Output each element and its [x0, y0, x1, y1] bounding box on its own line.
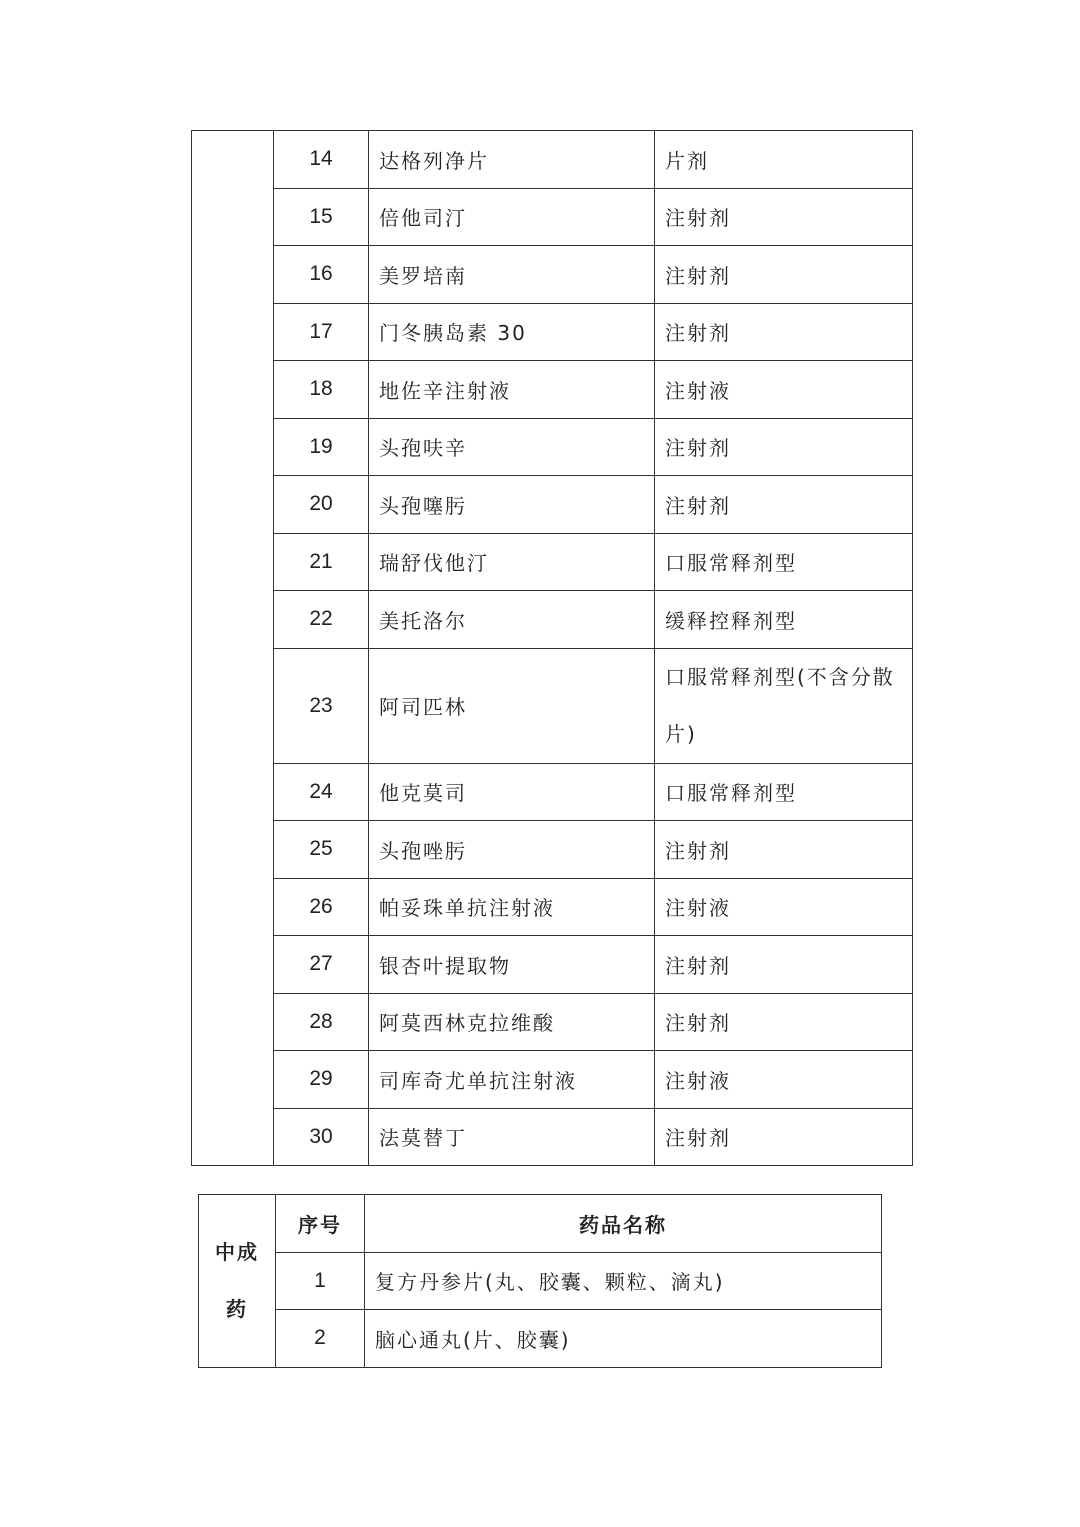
row-number: 27	[274, 936, 369, 994]
table-row	[199, 1252, 882, 1310]
table-row	[192, 476, 913, 534]
dosage-form-line: 片)	[665, 721, 697, 746]
row-number: 20	[274, 476, 369, 534]
chinese-patent-medicine-table	[198, 1194, 882, 1368]
western-drug-table	[191, 130, 913, 1166]
row-number: 26	[274, 878, 369, 936]
drug-name: 地佐辛注射液	[369, 361, 655, 419]
table-row	[199, 1310, 882, 1368]
dosage-form: 注射液	[655, 361, 913, 419]
category-label-line: 中成	[215, 1239, 259, 1264]
drug-name: 头孢唑肟	[369, 821, 655, 879]
row-number: 30	[274, 1108, 369, 1166]
drug-name: 美托洛尔	[369, 591, 655, 649]
row-number: 15	[274, 188, 369, 246]
row-number: 23	[274, 648, 369, 763]
drug-name: 达格列净片	[369, 131, 655, 189]
row-number: 21	[274, 533, 369, 591]
table-row	[192, 533, 913, 591]
drug-name: 银杏叶提取物	[369, 936, 655, 994]
table-row	[192, 821, 913, 879]
dosage-form: 注射剂	[655, 418, 913, 476]
table-row	[192, 418, 913, 476]
category-cell	[192, 131, 274, 1166]
table-row	[192, 131, 913, 189]
row-number: 18	[274, 361, 369, 419]
table-row	[192, 878, 913, 936]
dosage-form: 注射剂	[655, 936, 913, 994]
drug-name: 头孢噻肟	[369, 476, 655, 534]
table-row	[192, 591, 913, 649]
row-number: 2	[276, 1310, 365, 1368]
table-row	[192, 993, 913, 1051]
table-row	[192, 188, 913, 246]
table-row	[192, 1108, 913, 1166]
dosage-form: 注射剂	[655, 821, 913, 879]
row-number: 19	[274, 418, 369, 476]
drug-name: 阿莫西林克拉维酸	[369, 993, 655, 1051]
dosage-form: 注射液	[655, 878, 913, 936]
dosage-form: 注射剂	[655, 246, 913, 304]
drug-name: 阿司匹林	[369, 648, 655, 763]
row-number: 17	[274, 303, 369, 361]
dosage-form: 注射剂	[655, 303, 913, 361]
drug-name: 倍他司汀	[369, 188, 655, 246]
drug-name: 他克莫司	[369, 763, 655, 821]
table-row	[192, 1051, 913, 1109]
drug-name: 头孢呋辛	[369, 418, 655, 476]
table-row	[192, 648, 913, 763]
dosage-form	[655, 648, 913, 763]
row-number: 25	[274, 821, 369, 879]
drug-name: 帕妥珠单抗注射液	[369, 878, 655, 936]
table-header-row	[199, 1195, 882, 1253]
dosage-form: 注射剂	[655, 1108, 913, 1166]
category-cell	[199, 1195, 276, 1368]
drug-name: 复方丹参片(丸、胶囊、颗粒、滴丸)	[365, 1252, 882, 1310]
drug-name: 司库奇尤单抗注射液	[369, 1051, 655, 1109]
table-row	[192, 246, 913, 304]
row-number: 22	[274, 591, 369, 649]
category-label-line: 药	[226, 1296, 248, 1321]
table-row	[192, 763, 913, 821]
drug-name: 脑心通丸(片、胶囊)	[365, 1310, 882, 1368]
table-row	[192, 303, 913, 361]
dosage-form: 注射剂	[655, 188, 913, 246]
dosage-form: 注射液	[655, 1051, 913, 1109]
header-number: 序号	[276, 1195, 365, 1253]
dosage-form: 注射剂	[655, 476, 913, 534]
row-number: 16	[274, 246, 369, 304]
dosage-form: 口服常释剂型	[655, 763, 913, 821]
table-row	[192, 361, 913, 419]
drug-name: 瑞舒伐他汀	[369, 533, 655, 591]
row-number: 29	[274, 1051, 369, 1109]
row-number: 1	[276, 1252, 365, 1310]
dosage-form: 缓释控释剂型	[655, 591, 913, 649]
header-drug-name: 药品名称	[365, 1195, 882, 1253]
drug-name: 法莫替丁	[369, 1108, 655, 1166]
row-number: 28	[274, 993, 369, 1051]
dosage-form: 口服常释剂型	[655, 533, 913, 591]
dosage-form: 片剂	[655, 131, 913, 189]
dosage-form: 注射剂	[655, 993, 913, 1051]
drug-name: 美罗培南	[369, 246, 655, 304]
row-number: 14	[274, 131, 369, 189]
dosage-form-line: 口服常释剂型(不含分散	[665, 664, 895, 689]
table-row	[192, 936, 913, 994]
drug-name: 门冬胰岛素 30	[369, 303, 655, 361]
row-number: 24	[274, 763, 369, 821]
